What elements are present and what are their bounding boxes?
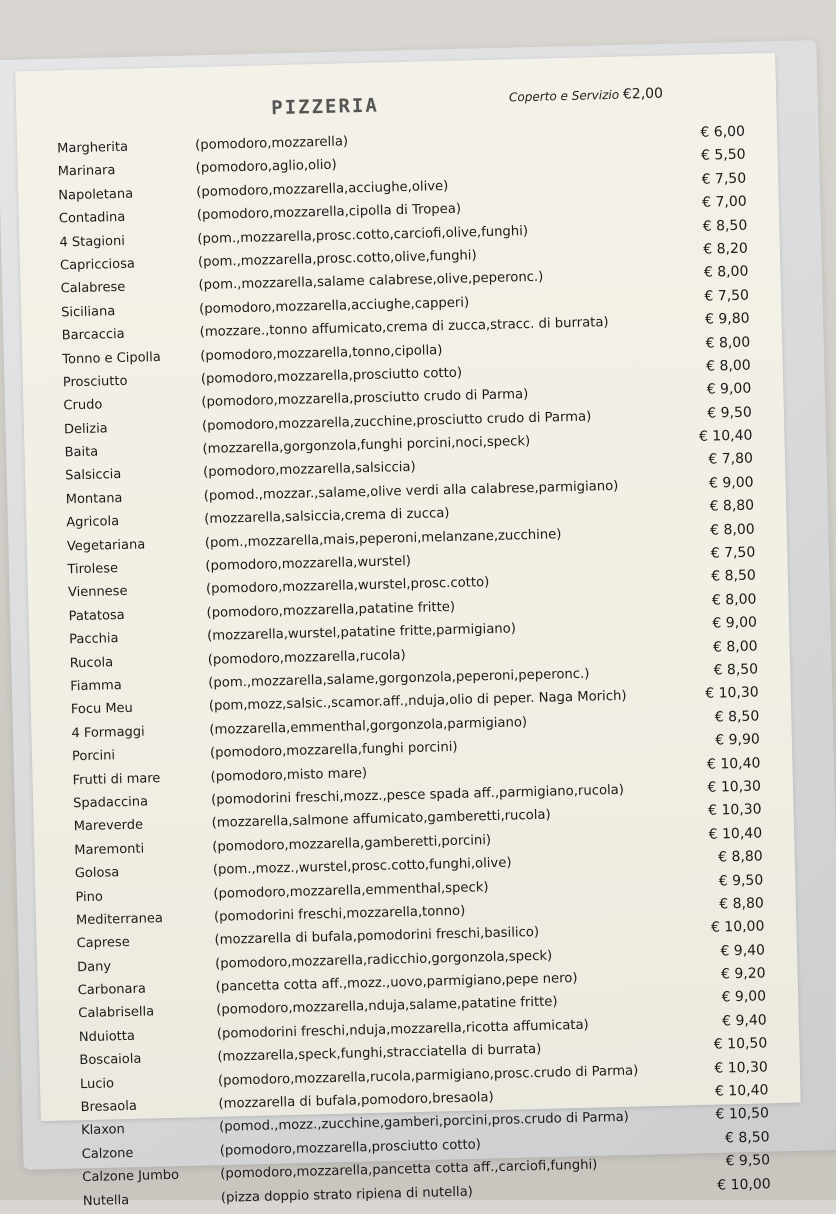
pizza-price: € 7,50 (701, 170, 747, 188)
pizza-price: € 7,80 (708, 451, 754, 469)
pizza-price: € 8,00 (705, 334, 751, 352)
menu-list (17, 120, 803, 1214)
menu-sheet (15, 53, 800, 1209)
pizza-price: € 8,00 (709, 521, 755, 539)
pizza-ingredients: (pomodorini freschi,mozz.,pesce spada aff.,parmigiano,rucola) (210, 782, 625, 808)
pizza-name: Rucola (69, 654, 114, 671)
pizza-name: Tonno e Cipolla (62, 349, 161, 367)
pizza-ingredients: (pomodoro,aglio,olio) (195, 158, 337, 177)
pizza-ingredients: (pom.,mozzarella,salame,gorgonzola,peperoni,peperonc.) (208, 666, 590, 691)
pizza-ingredients: (mozzarella,gorgonzola,funghi porcini,noci,speck) (202, 434, 531, 458)
pizza-name: Napoletana (58, 186, 134, 204)
pizza-name: Dany (77, 959, 112, 975)
pizza-ingredients: (pomodoro,mozzarella,wurstel) (205, 553, 412, 574)
pizza-name: Fiamma (70, 678, 122, 695)
pizza-ingredients: (pizza doppio strato ripiena di nutella) (220, 1184, 474, 1206)
pizza-ingredients: (pomodoro,mozzarella,cipolla di Tropea) (196, 201, 462, 224)
pizza-price: € 9,00 (712, 614, 758, 632)
pizza-price: € 9,20 (720, 965, 766, 983)
pizza-name: Patatosa (68, 607, 125, 625)
pizza-price: € 9,80 (704, 310, 750, 328)
pizza-price: € 10,00 (710, 918, 765, 936)
menu-title: PIZZERIA (270, 94, 380, 120)
pizza-price: € 10,30 (714, 1058, 769, 1077)
pizza-ingredients: (pomodorini freschi,mozzarella,tonno) (213, 903, 466, 925)
pizza-ingredients: (mozzarella,salmone affumicato,gamberetti,rucola) (211, 807, 551, 832)
pizza-name: Carbonara (77, 981, 147, 999)
pizza-name: Baita (64, 444, 99, 461)
pizza-ingredients: (pomodoro,mozzarella,pancetta cotta aff.,carciofi,funghi) (220, 1157, 598, 1182)
pizza-ingredients: (pomodoro,mozzarella,gamberetti,porcini) (212, 832, 492, 855)
pizza-name: Boscaiola (79, 1051, 142, 1069)
pizza-name: Porcini (71, 748, 116, 765)
pizza-name: Nutella (82, 1192, 130, 1209)
pizza-ingredients: (pomodoro,mozzarella,prosciutto cotto) (219, 1137, 482, 1159)
pizza-ingredients: (pomodoro,mozzarella,wurstel,prosc.cotto) (205, 575, 490, 598)
pizza-name: Barcaccia (61, 326, 125, 344)
pizza-name: 4 Formaggi (71, 724, 145, 742)
pizza-price: € 8,80 (717, 848, 763, 866)
pizza-name: Calzone Jumbo (82, 1167, 180, 1186)
pizza-price: € 8,50 (714, 708, 760, 726)
pizza-name: Pacchia (69, 631, 119, 648)
pizza-price: € 9,00 (706, 380, 752, 398)
pizza-price: € 10,40 (698, 427, 753, 445)
pizza-name: Frutti di mare (72, 770, 161, 788)
pizza-name: Crudo (63, 397, 103, 414)
pizza-price: € 8,50 (702, 217, 748, 235)
pizza-price: € 8,80 (719, 895, 765, 913)
pizza-name: Margherita (57, 139, 129, 157)
pizza-ingredients: (pomod.,mozzar.,salame,olive verdi alla calabrese,parmigiano) (203, 478, 619, 504)
pizza-ingredients: (pom.,mozz.,wurstel,prosc.cotto,funghi,olive) (212, 855, 512, 878)
pizza-ingredients: (pomodoro,mozzarella,rucola,parmigiano,prosc.crudo di Parma) (217, 1063, 639, 1089)
pizza-ingredients: (pomodoro,mozzarella,prosciutto cotto) (200, 365, 463, 387)
pizza-name: Agricola (66, 514, 120, 531)
pizza-name: 4 Stagioni (59, 233, 126, 250)
pizza-price: € 10,50 (715, 1105, 770, 1124)
pizza-price: € 8,50 (724, 1129, 770, 1147)
pizza-name: Golosa (74, 865, 120, 882)
pizza-ingredients: (pom,mozz,salsic.,scamor.aff.,nduja,olio di peper. Naga Morich) (208, 689, 627, 715)
pizza-price: € 10,30 (707, 801, 762, 820)
pizza-ingredients: (pomodoro,mozzarella,zucchine,prosciutto crudo di Parma) (201, 409, 592, 434)
pizza-name: Vegetariana (66, 537, 146, 554)
pizza-ingredients: (pomodoro,mozzarella,emmenthal,speck) (213, 879, 489, 902)
pizza-ingredients: (mozzare.,tonno affumicato,crema di zucca,stracc. di burrata) (199, 315, 609, 341)
pizza-name: Delizia (63, 420, 108, 438)
pizza-price: € 8,50 (713, 661, 759, 679)
pizza-name: Lucio (79, 1075, 115, 1092)
pizza-ingredients: (mozzarella,salsiccia,crema di zucca) (204, 506, 450, 528)
pizza-ingredients: (mozzarella,emmenthal,gorgonzola,parmigiano) (209, 714, 528, 738)
pizza-ingredients: (mozzarella,wurstel,patatine fritte,parmigiano) (206, 621, 517, 645)
pizza-ingredients: (pomodoro,mozzarella,radicchio,gorgonzola,speck) (214, 948, 553, 972)
pizza-ingredients: (pomodoro,mozzarella,acciughe,capperi) (198, 295, 470, 317)
pizza-name: Spadaccina (73, 794, 149, 812)
pizza-name: Calabrese (60, 280, 126, 297)
pizza-price: € 8,00 (712, 638, 758, 656)
pizza-name: Tirolese (67, 561, 119, 578)
pizza-name: Salsiccia (65, 467, 122, 484)
pizza-name: Mareverde (73, 817, 144, 835)
pizza-name: Maremonti (74, 841, 145, 858)
pizza-ingredients: (pomodoro,mozzarella) (194, 134, 349, 154)
pizza-ingredients: (pomod.,mozz.,zucchine,gamberi,porcini,pros.crudo di Parma) (218, 1110, 630, 1136)
pizza-ingredients: (pomodorini freschi,nduja,mozzarella,ricotta affumicata) (216, 1017, 589, 1042)
pizza-price: € 9,90 (715, 731, 761, 749)
pizza-price: € 6,00 (700, 123, 746, 141)
pizza-price: € 10,30 (705, 684, 759, 703)
pizza-price: € 9,00 (708, 474, 754, 492)
pizza-price: € 10,40 (706, 754, 761, 773)
pizza-name: Marinara (57, 163, 116, 180)
pizza-name: Calabrisella (78, 1004, 155, 1022)
pizza-name: Prosciutto (62, 373, 128, 391)
pizza-price: € 7,50 (710, 544, 756, 562)
pizza-name: Montana (65, 490, 123, 508)
pizza-name: Mediterranea (75, 910, 164, 929)
pizza-ingredients: (pancetta cotta aff.,mozz.,uovo,parmigiano,pepe nero) (215, 971, 578, 995)
pizza-name: Viennese (67, 584, 128, 601)
pizza-price: € 10,50 (713, 1035, 768, 1053)
pizza-ingredients: (pomodoro,misto mare) (210, 765, 368, 785)
pizza-ingredients: (pomodoro,mozzarella,nduja,salame,patatine fritte) (216, 994, 558, 1019)
pizza-ingredients: (pomodoro,mozzarella,salsiccia) (202, 460, 416, 481)
pizza-ingredients: (pomodoro,mozzarella,rucola) (207, 647, 406, 668)
cover-charge-price: €2,00 (622, 85, 664, 103)
pizza-ingredients: (pom.,mozzarella,mais,peperoni,melanzane,zucchine) (204, 526, 562, 551)
pizza-name: Nduiotta (78, 1028, 136, 1046)
pizza-ingredients: (pom.,mozzarella,prosc.cotto,olive,funghi) (197, 248, 477, 270)
pizza-ingredients: (mozzarella di bufala,pomodoro,bresaola) (218, 1090, 494, 1112)
pizza-price: € 8,00 (705, 357, 751, 375)
pizza-name: Klaxon (81, 1122, 125, 1139)
pizza-price: € 10,40 (714, 1082, 769, 1100)
pizza-name: Calzone (81, 1145, 134, 1162)
pizza-ingredients: (mozzarella,speck,funghi,stracciatella di burrata) (217, 1042, 542, 1066)
pizza-ingredients: (pomodoro,mozzarella,prosciutto crudo di Parma) (201, 387, 529, 411)
pizza-price: € 9,00 (721, 988, 767, 1006)
pizza-name: Pino (75, 889, 104, 905)
pizza-name: Siciliana (61, 303, 116, 321)
pizza-price: € 10,00 (717, 1175, 771, 1194)
pizza-price: € 8,50 (711, 567, 757, 586)
pizza-price: € 9,40 (720, 942, 766, 960)
pizza-name: Focu Meu (70, 701, 134, 718)
pizza-ingredients: (pomodoro,mozzarella,patatine fritte) (206, 599, 456, 621)
pizza-price: € 10,30 (707, 778, 762, 796)
pizza-ingredients: (pomodoro,mozzarella,tonno,cipolla) (200, 342, 443, 364)
pizza-price: € 5,50 (700, 147, 746, 165)
pizza-price: € 9,50 (718, 871, 764, 889)
pizza-price: € 10,40 (708, 825, 763, 843)
pizza-ingredients: (pom.,mozzarella,salame calabrese,olive,peperonc.) (198, 269, 544, 294)
pizza-price: € 9,50 (725, 1152, 771, 1170)
pizza-ingredients: (pomodoro,mozzarella,funghi porcini) (209, 739, 458, 762)
pizza-name: Bresaola (80, 1098, 138, 1116)
cover-charge (509, 86, 663, 106)
cover-charge-label: Coperto e Servizio (508, 87, 620, 105)
pizza-price: € 7,00 (701, 193, 747, 211)
pizza-price: € 8,00 (703, 263, 749, 282)
pizza-price: € 8,20 (703, 240, 749, 258)
pizza-name: Contadina (58, 209, 126, 227)
pizza-price: € 7,50 (704, 287, 750, 305)
pizza-ingredients: (pom.,mozzarella,prosc.cotto,carciofi,olive,funghi) (197, 223, 529, 247)
pizza-ingredients: (pomodoro,mozzarella,acciughe,olive) (196, 178, 449, 200)
pizza-name: Caprese (76, 935, 130, 952)
pizza-price: € 8,80 (709, 497, 755, 515)
pizza-ingredients: (mozzarella di bufala,pomodorini freschi,basilico) (214, 925, 540, 949)
pizza-name: Capricciosa (59, 256, 136, 274)
pizza-price: € 9,40 (721, 1012, 767, 1030)
pizza-price: € 9,50 (707, 404, 753, 422)
pizza-price: € 8,00 (711, 591, 757, 609)
